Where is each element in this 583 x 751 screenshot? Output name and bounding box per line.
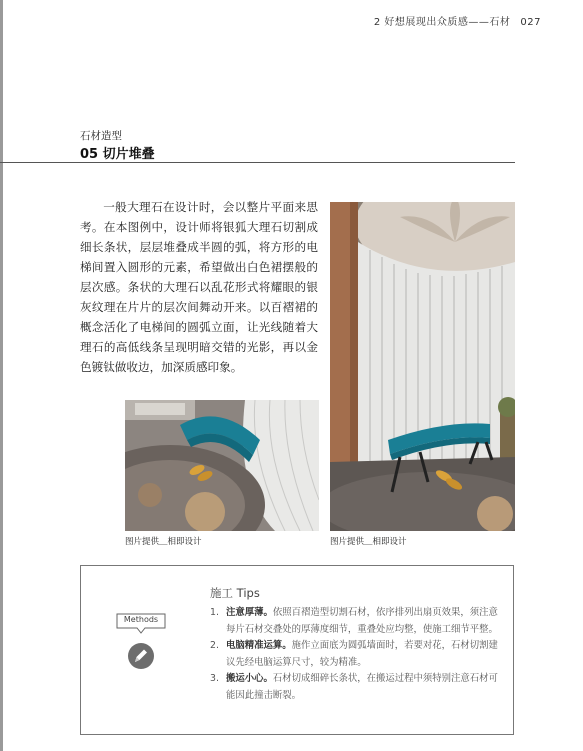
- section-label: 石材造型: [80, 130, 122, 142]
- section-title: 05 切片堆叠: [80, 147, 155, 162]
- section-divider: [0, 162, 515, 163]
- tips-list: [210, 605, 500, 704]
- tip-item: 2. 电脑精准运算。施作立面底为圆弧墙面时，若要对花，石材切割建议先经电脑运算尺寸，较为精准。: [210, 640, 498, 668]
- page-number: 027: [520, 17, 541, 28]
- photo-caption: 图片提供＿相即设计: [330, 537, 407, 547]
- running-header-title: 2 好想展现出众质感——石材: [373, 17, 511, 28]
- methods-badge: [115, 612, 167, 678]
- running-header: [374, 13, 541, 28]
- tip-item: 1. 注意厚薄。依照百褶造型切割石材，依序排列出扇页效果，须注意每片石材交叠处的厚薄度细节，重叠处应均整，使施工细节平整。: [210, 607, 498, 635]
- body-paragraph: 一般大理石在设计时，会以整片平面来思考。在本图例中，设计师将银狐大理石切割成细长条状，层层堆叠成半圆的弧，将方形的电梯间置入圆形的元素，希望做出白色裙摆般的层次感。条状的大理石以乱花形式将耀眼的银灰纹理在片片的层次间舞动开来。以百褶裙的概念活化了电梯间的圆弧立面，让光线随着大理石的高低线条呈现明暗交错的光影，再以金色镀钛做收边，加深质感印象。: [80, 200, 318, 374]
- page-edge-rule: [0, 0, 3, 751]
- photo-caption: 图片提供＿相即设计: [125, 537, 202, 547]
- tip-item: 3. 搬运小心。石材切成细碎长条状，在搬运过程中须特别注意石材可能因此撞击断裂。: [210, 673, 498, 701]
- methods-label: Methods: [123, 615, 159, 624]
- photo-elevator-lobby: [330, 202, 515, 531]
- photo-elevator-lobby-image: [330, 202, 515, 531]
- photo-bench-topdown-image: [125, 400, 319, 531]
- tips-title: 施工 Tips: [210, 586, 260, 600]
- photo-bench-topdown: [125, 400, 319, 531]
